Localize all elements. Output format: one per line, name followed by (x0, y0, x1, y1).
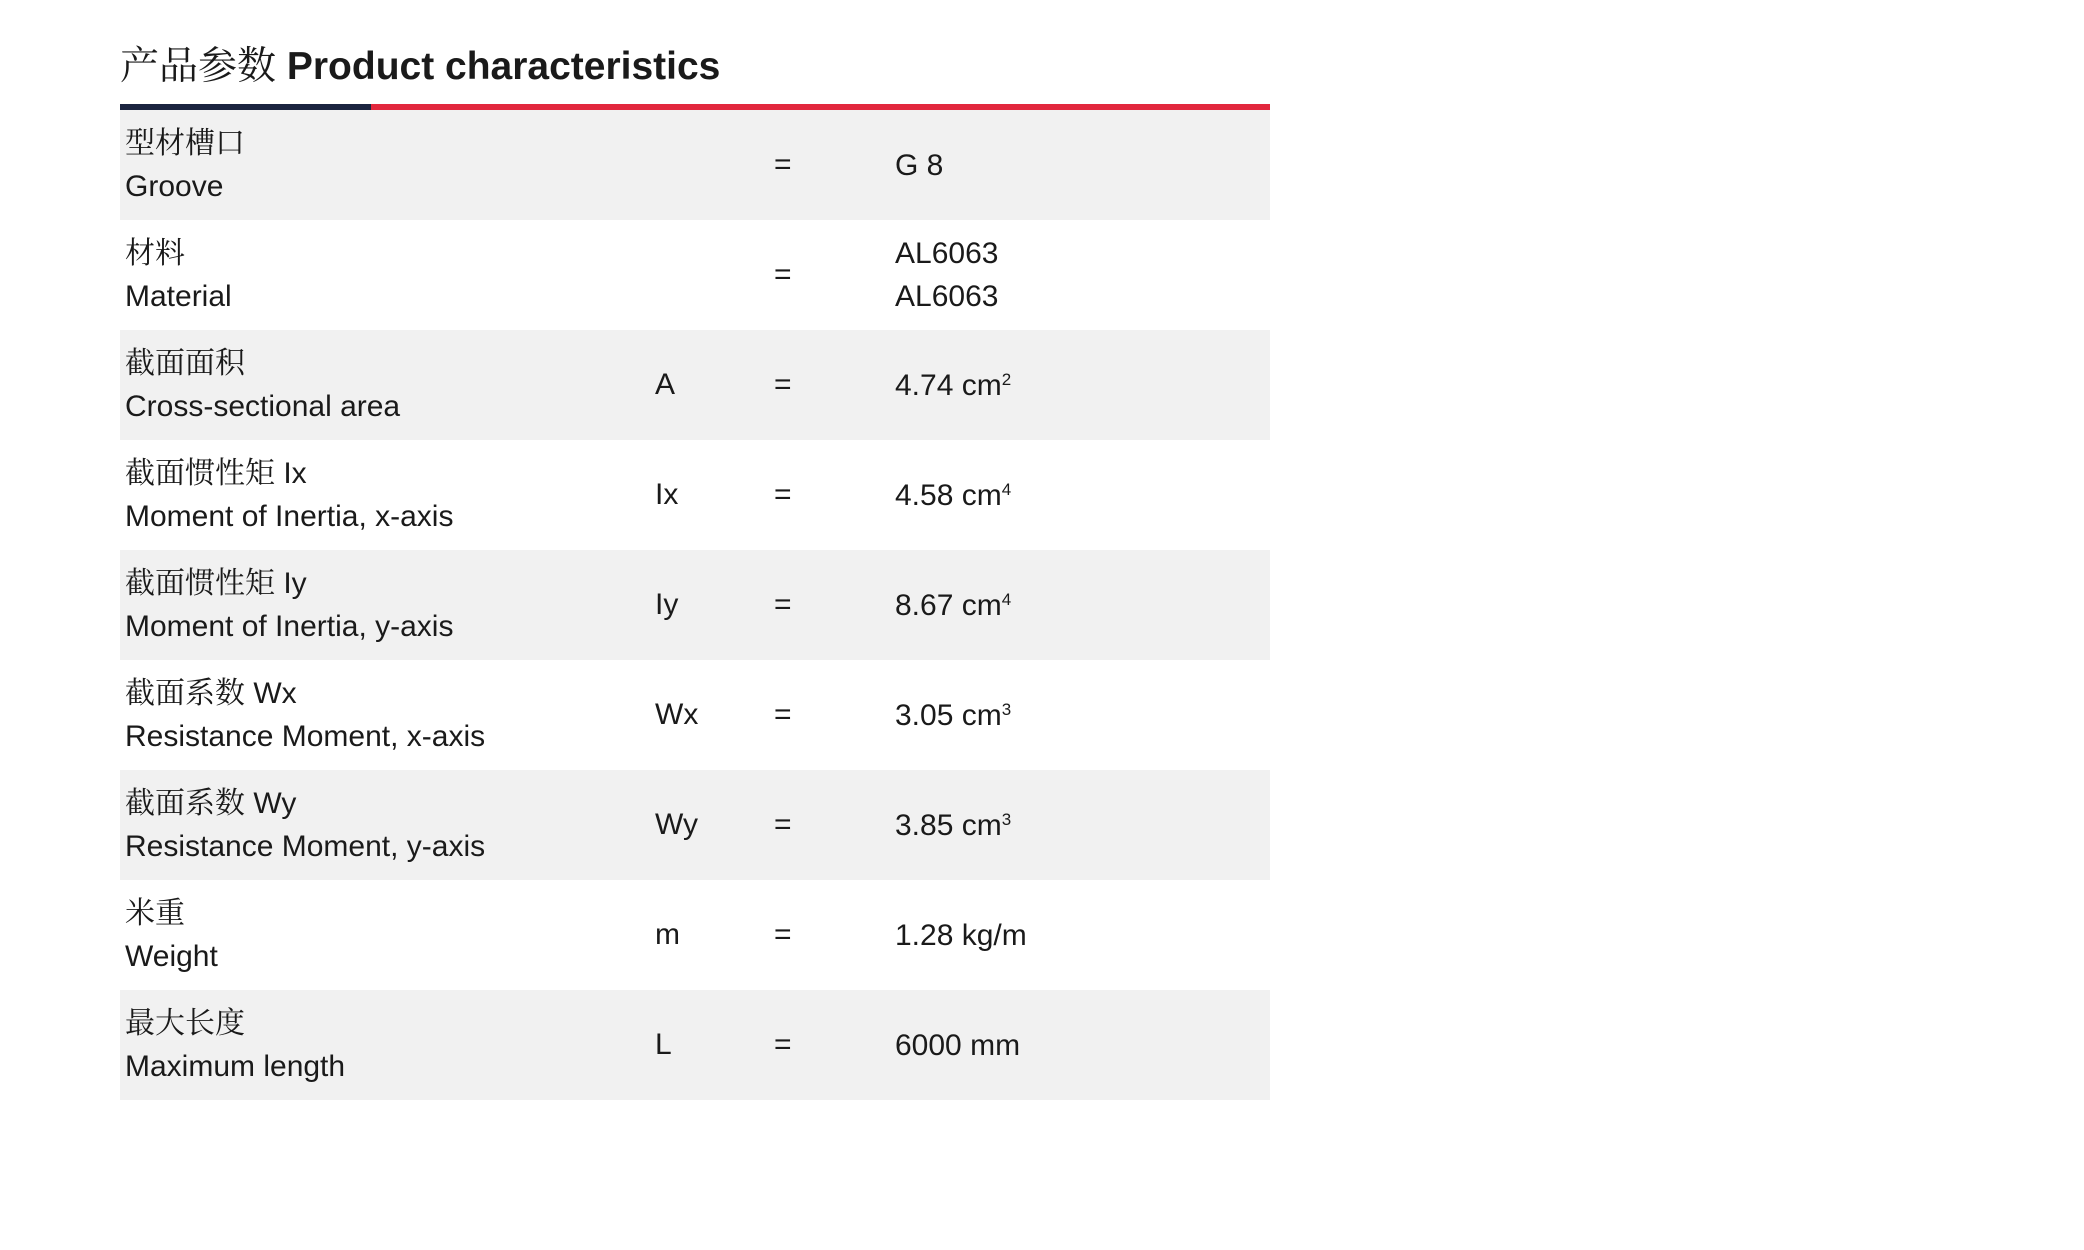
equals-sign: = (774, 1028, 792, 1061)
spec-label (125, 892, 218, 978)
spec-label-chinese: 截面面积 (125, 347, 245, 380)
equals-sign: = (774, 918, 792, 951)
spec-label-chinese: 截面系数 Wx (125, 677, 297, 710)
table-row (120, 990, 1270, 1100)
spec-value-number: AL6063 (895, 280, 999, 313)
spec-value-number: 4.58 (895, 478, 954, 512)
spec-value (895, 550, 1011, 660)
spec-value-line (895, 144, 943, 187)
spec-value-line (895, 1024, 1020, 1067)
table-row (120, 440, 1270, 550)
equals-sign: = (774, 148, 792, 181)
spec-label-chinese: 米重 (125, 897, 185, 930)
table-row (120, 330, 1270, 440)
spec-value-number: G 8 (895, 148, 944, 182)
spec-label-chinese: 最大长度 (125, 1007, 245, 1040)
spec-value-unit: cm (961, 588, 1002, 622)
table-row (120, 220, 1270, 330)
spec-symbol: Iy (655, 588, 679, 621)
spec-value-exponent: 4 (1001, 479, 1012, 499)
spec-value (895, 770, 1011, 880)
spec-label-english: Maximum length (125, 1050, 346, 1083)
equals-sign: = (774, 588, 792, 621)
spec-value-line (895, 275, 998, 318)
spec-label (125, 452, 453, 538)
spec-value-number: 6000 (895, 1028, 962, 1062)
spec-symbol: L (655, 1028, 672, 1061)
spec-value (895, 220, 998, 330)
spec-label-chinese: 型材槽口 (125, 127, 245, 160)
spec-label-english: Groove (125, 170, 224, 203)
product-characteristics-sheet (120, 38, 1270, 1100)
spec-label (125, 672, 485, 758)
table-row (120, 660, 1270, 770)
spec-value-number: 1.28 (895, 918, 954, 952)
spec-value-exponent: 3 (1001, 809, 1012, 829)
spec-value-number: 3.85 (895, 808, 954, 842)
spec-value-number: AL6063 (895, 237, 999, 270)
spec-label-chinese: 截面系数 Wy (125, 787, 297, 820)
spec-label-chinese: 截面惯性矩 Ix (125, 457, 307, 490)
title-english: Product characteristics (286, 45, 721, 88)
spec-value-line (895, 804, 1011, 847)
equals-sign: = (774, 698, 792, 731)
spec-value-unit: cm (961, 368, 1002, 402)
spec-label-english: Resistance Moment, x-axis (125, 720, 486, 753)
spec-value-line (895, 914, 1027, 957)
spec-label-english: Moment of Inertia, y-axis (125, 610, 454, 643)
spec-value-line (895, 584, 1011, 627)
spec-value-unit: cm (961, 808, 1002, 842)
spec-value-exponent: 2 (1001, 369, 1012, 389)
spec-value (895, 660, 1011, 770)
page-title (120, 38, 1270, 96)
equals-sign: = (774, 808, 792, 841)
spec-label (125, 562, 453, 648)
spec-label-chinese: 材料 (125, 237, 185, 270)
spec-value-exponent: 3 (1001, 699, 1012, 719)
spec-value-number: 8.67 (895, 588, 954, 622)
spec-label (125, 342, 400, 428)
spec-value (895, 330, 1011, 440)
table-row (120, 880, 1270, 990)
spec-value-unit: cm (961, 478, 1002, 512)
spec-label-english: Cross-sectional area (125, 390, 401, 423)
title-chinese: 产品参数 (120, 45, 277, 88)
spec-value-unit: kg/m (961, 918, 1027, 952)
spec-label (125, 232, 232, 318)
spec-label-english: Material (125, 280, 232, 313)
spec-label-english: Moment of Inertia, x-axis (125, 500, 454, 533)
spec-value-number: 4.74 (895, 368, 954, 402)
spec-label-english: Resistance Moment, y-axis (125, 830, 486, 863)
spec-symbol: Ix (655, 478, 679, 511)
equals-sign: = (774, 478, 792, 511)
table-row (120, 550, 1270, 660)
equals-sign: = (774, 368, 792, 401)
spec-value-unit: mm (970, 1028, 1021, 1062)
spec-label (125, 1002, 345, 1088)
spec-value-line (895, 364, 1011, 407)
spec-label-english: Weight (125, 940, 218, 973)
spec-table (120, 110, 1270, 1100)
spec-value-exponent: 4 (1001, 589, 1012, 609)
spec-symbol: Wy (655, 808, 699, 841)
spec-value-line (895, 694, 1011, 737)
spec-symbol: m (655, 918, 680, 951)
spec-value (895, 880, 1027, 990)
spec-value (895, 440, 1011, 550)
spec-value (895, 110, 943, 220)
spec-value-line (895, 474, 1011, 517)
spec-value-number: 3.05 (895, 698, 954, 732)
spec-value (895, 990, 1020, 1100)
table-row (120, 110, 1270, 220)
spec-symbol: Wx (655, 698, 699, 731)
spec-label-chinese: 截面惯性矩 Iy (125, 567, 307, 600)
spec-label (125, 122, 245, 208)
spec-symbol: A (655, 368, 676, 401)
table-row (120, 770, 1270, 880)
spec-value-line (895, 232, 998, 275)
spec-value-unit: cm (961, 698, 1002, 732)
spec-label (125, 782, 485, 868)
equals-sign: = (774, 258, 792, 291)
